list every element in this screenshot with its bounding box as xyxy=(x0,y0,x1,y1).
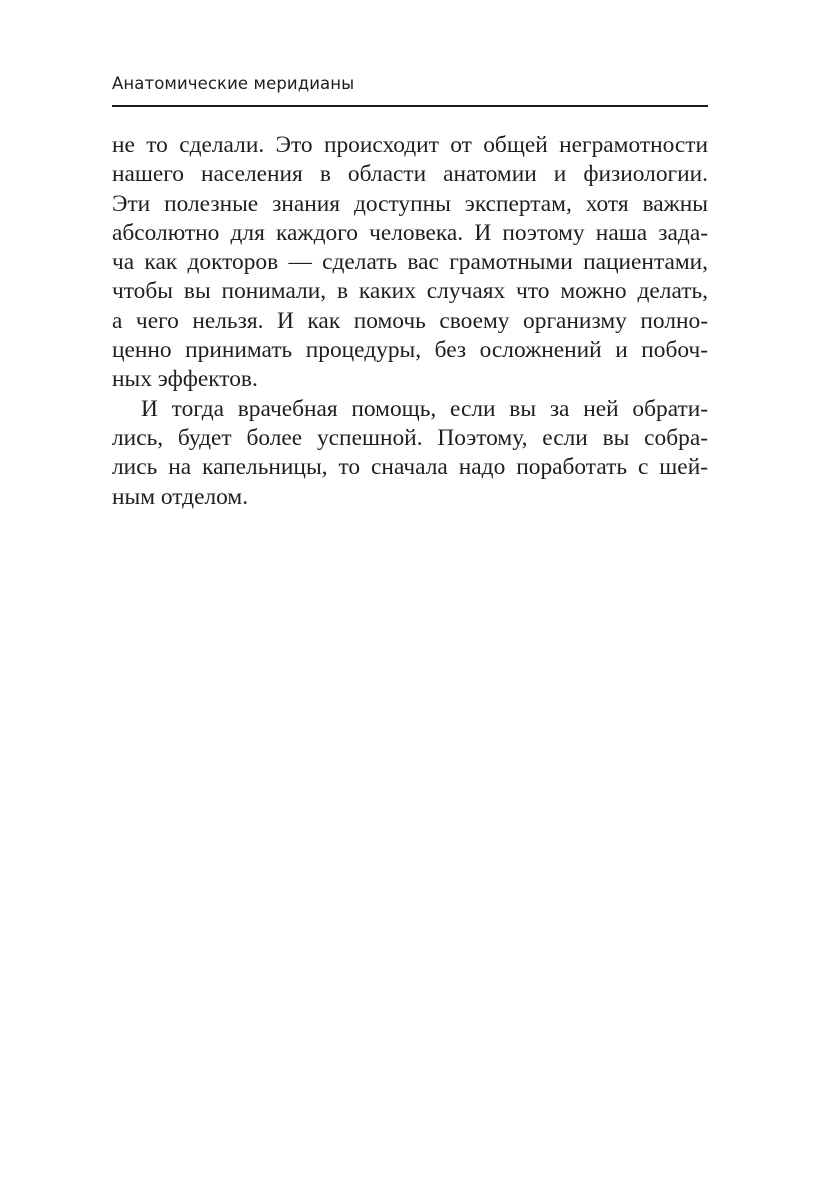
text-line: Эти полезные знания доступны экспертам, хотя важны xyxy=(112,190,708,217)
body-text xyxy=(112,131,708,512)
text-line: лись, будет более успешной. Поэтому, если вы собра- xyxy=(112,424,708,451)
text-line: ча как докторов — сделать вас грамотными пациентами, xyxy=(112,249,708,276)
text-line: ных эффектов. xyxy=(112,366,258,393)
text-line: ным отделом. xyxy=(112,483,249,510)
text-line: не то сделали. Это происходит от общей неграмотности xyxy=(112,132,708,158)
text-line: лись на капельницы, то сначала надо поработать с шей- xyxy=(112,454,708,481)
paragraph xyxy=(112,395,708,512)
text-line: а чего нельзя. И как помочь своему организму полно- xyxy=(112,307,708,334)
paragraph xyxy=(112,131,708,395)
text-line: чтобы вы понимали, в каких случаях что можно делать, xyxy=(112,278,708,305)
header-rule xyxy=(112,105,708,107)
text-line: И тогда врачебная помощь, если вы за ней обрати- xyxy=(141,395,708,422)
running-head-title: Анатомические меридианы xyxy=(112,74,355,93)
text-line: нашего населения в области анатомии и физиологии. xyxy=(112,161,708,188)
text-line: ценно принимать процедуры, без осложнений и побоч- xyxy=(112,337,708,364)
text-line: абсолютно для каждого человека. И поэтому наша зада- xyxy=(112,219,708,246)
